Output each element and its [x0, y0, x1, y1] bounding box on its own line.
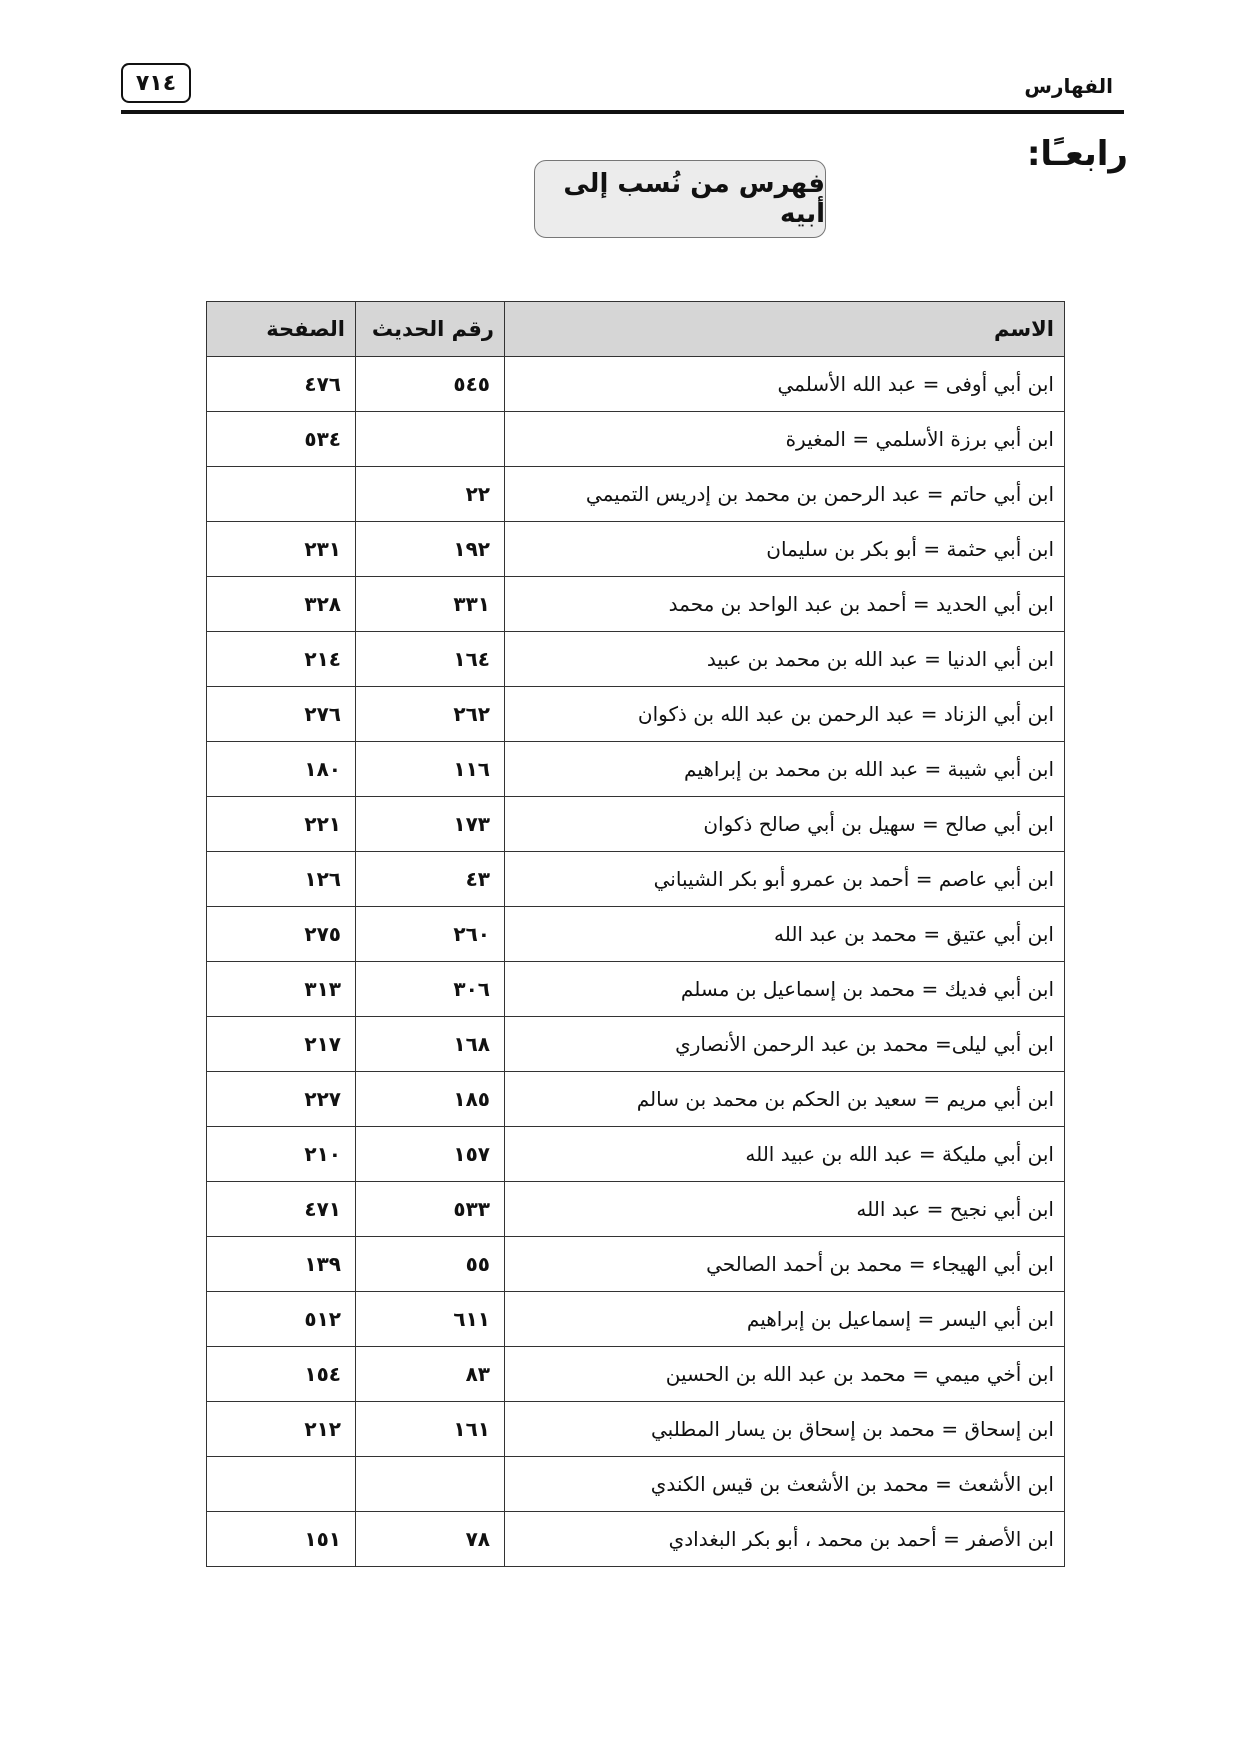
hadith-number-cell: ١٦٤	[356, 632, 505, 687]
name-cell: ابن أبي عاصم = أحمد بن عمرو أبو بكر الشيباني	[505, 852, 1065, 907]
hadith-number-cell: ٣٠٦	[356, 962, 505, 1017]
page-number-cell: ٢٧٦	[207, 687, 356, 742]
hadith-number-cell: ١٦١	[356, 1402, 505, 1457]
name-cell: ابن أبي حاتم = عبد الرحمن بن محمد بن إدريس التميمي	[505, 467, 1065, 522]
table-row	[207, 1182, 1065, 1237]
table-row	[207, 852, 1065, 907]
page-number-cell: ٤٧١	[207, 1182, 356, 1237]
name-cell: ابن أبي الزناد = عبد الرحمن بن عبد الله بن ذكوان	[505, 687, 1065, 742]
hadith-number-cell	[356, 412, 505, 467]
table-row	[207, 1072, 1065, 1127]
column-header-hadith: رقم الحديث	[356, 302, 505, 357]
page-number-cell: ٢٧٥	[207, 907, 356, 962]
table-row	[207, 1292, 1065, 1347]
table-row	[207, 1512, 1065, 1567]
header-rule	[121, 110, 1124, 114]
page-number-cell: ١٢٦	[207, 852, 356, 907]
hadith-number-cell: ٢٦٢	[356, 687, 505, 742]
hadith-number-cell: ٤٣	[356, 852, 505, 907]
page-number-cell: ٢١٠	[207, 1127, 356, 1182]
page-number-cell	[207, 467, 356, 522]
page-number-cell: ٢٣١	[207, 522, 356, 577]
name-cell: ابن أبي الهيجاء = محمد بن أحمد الصالحي	[505, 1237, 1065, 1292]
hadith-number-cell: ٧٨	[356, 1512, 505, 1567]
name-cell: ابن أبي الدنيا = عبد الله بن محمد بن عبيد	[505, 632, 1065, 687]
table-row	[207, 687, 1065, 742]
page-number-cell: ١٨٠	[207, 742, 356, 797]
table-row	[207, 1237, 1065, 1292]
hadith-number-cell: ٦١١	[356, 1292, 505, 1347]
hadith-number-cell: ١١٦	[356, 742, 505, 797]
table-row	[207, 742, 1065, 797]
name-cell: ابن أبي الحديد = أحمد بن عبد الواحد بن محمد	[505, 577, 1065, 632]
page-number-cell: ١٣٩	[207, 1237, 356, 1292]
table-row	[207, 632, 1065, 687]
name-cell: ابن الأصفر = أحمد بن محمد ، أبو بكر البغدادي	[505, 1512, 1065, 1567]
page-number-cell: ٥٣٤	[207, 412, 356, 467]
page-number-cell: ١٥٤	[207, 1347, 356, 1402]
name-cell: ابن أبي برزة الأسلمي = المغيرة	[505, 412, 1065, 467]
name-cell: ابن أخي ميمي = محمد بن عبد الله بن الحسين	[505, 1347, 1065, 1402]
hadith-number-cell: ٥٣٣	[356, 1182, 505, 1237]
hadith-number-cell: ١٩٢	[356, 522, 505, 577]
table-row	[207, 412, 1065, 467]
name-cell: ابن إسحاق = محمد بن إسحاق بن يسار المطلبي	[505, 1402, 1065, 1457]
column-header-name: الاسم	[505, 302, 1065, 357]
hadith-number-cell: ١٨٥	[356, 1072, 505, 1127]
name-cell: ابن أبي شيبة = عبد الله بن محمد بن إبراهيم	[505, 742, 1065, 797]
column-header-page: الصفحة	[207, 302, 356, 357]
page-number: ٧١٤	[121, 63, 191, 103]
name-cell: ابن الأشعث = محمد بن الأشعث بن قيس الكندي	[505, 1457, 1065, 1512]
hadith-number-cell: ٣٣١	[356, 577, 505, 632]
table-row	[207, 1017, 1065, 1072]
page-number-cell: ٢١٤	[207, 632, 356, 687]
table-row	[207, 1347, 1065, 1402]
name-cell: ابن أبي صالح = سهيل بن أبي صالح ذكوان	[505, 797, 1065, 852]
index-table	[206, 301, 1065, 1567]
hadith-number-cell: ٢٦٠	[356, 907, 505, 962]
running-header-title: الفهارس	[1024, 74, 1113, 98]
page-number-cell	[207, 1457, 356, 1512]
table-row	[207, 907, 1065, 962]
section-label: رابعـًا:	[1026, 134, 1128, 174]
page-number-cell: ٢١٧	[207, 1017, 356, 1072]
page-number-cell: ٤٧٦	[207, 357, 356, 412]
page-number-cell: ٣٢٨	[207, 577, 356, 632]
table-row	[207, 577, 1065, 632]
hadith-number-cell: ٥٥	[356, 1237, 505, 1292]
page-number-cell: ٢٢٧	[207, 1072, 356, 1127]
table-row	[207, 962, 1065, 1017]
table-row	[207, 1127, 1065, 1182]
page-number-cell: ١٥١	[207, 1512, 356, 1567]
page-number-cell: ٥١٢	[207, 1292, 356, 1347]
page-number-cell: ٢٢١	[207, 797, 356, 852]
table-body	[207, 357, 1065, 1567]
page-number-cell: ٢١٢	[207, 1402, 356, 1457]
hadith-number-cell: ٨٣	[356, 1347, 505, 1402]
page-number-cell: ٣١٣	[207, 962, 356, 1017]
hadith-number-cell: ١٦٨	[356, 1017, 505, 1072]
table-header-row	[207, 302, 1065, 357]
name-cell: ابن أبي مريم = سعيد بن الحكم بن محمد بن سالم	[505, 1072, 1065, 1127]
name-cell: ابن أبي حثمة = أبو بكر بن سليمان	[505, 522, 1065, 577]
table-row	[207, 522, 1065, 577]
table-row	[207, 357, 1065, 412]
hadith-number-cell: ٢٢	[356, 467, 505, 522]
hadith-number-cell: ١٧٣	[356, 797, 505, 852]
name-cell: ابن أبي فديك = محمد بن إسماعيل بن مسلم	[505, 962, 1065, 1017]
index-title-box	[534, 160, 826, 238]
name-cell: ابن أبي ليلى= محمد بن عبد الرحمن الأنصاري	[505, 1017, 1065, 1072]
hadith-number-cell	[356, 1457, 505, 1512]
name-cell: ابن أبي اليسر = إسماعيل بن إبراهيم	[505, 1292, 1065, 1347]
name-cell: ابن أبي عتيق = محمد بن عبد الله	[505, 907, 1065, 962]
name-cell: ابن أبي أوفى = عبد الله الأسلمي	[505, 357, 1065, 412]
table-row	[207, 797, 1065, 852]
name-cell: ابن أبي نجيح = عبد الله	[505, 1182, 1065, 1237]
name-cell: ابن أبي مليكة = عبد الله بن عبيد الله	[505, 1127, 1065, 1182]
table-row	[207, 1457, 1065, 1512]
table-row	[207, 1402, 1065, 1457]
table-row	[207, 467, 1065, 522]
index-title: فهرس من نُسب إلى أبيه	[563, 169, 825, 229]
hadith-number-cell: ١٥٧	[356, 1127, 505, 1182]
hadith-number-cell: ٥٤٥	[356, 357, 505, 412]
